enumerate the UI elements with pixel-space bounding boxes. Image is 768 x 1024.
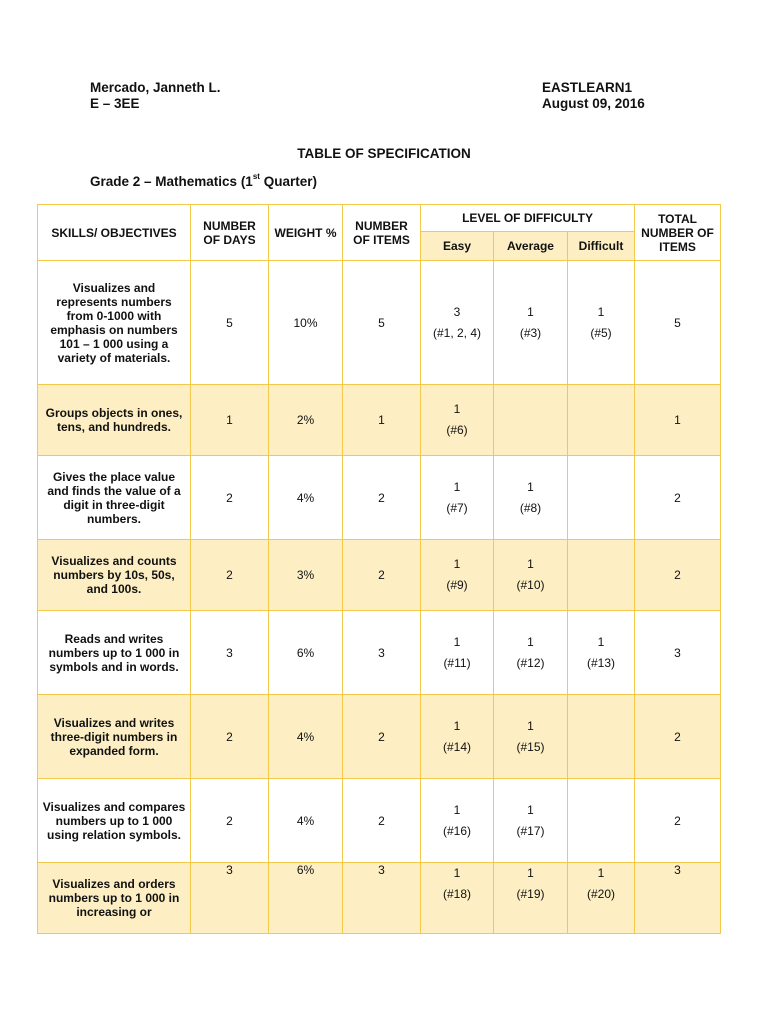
- specification-table: [37, 204, 721, 934]
- header-easy: Easy: [421, 232, 494, 261]
- student-info: [90, 80, 221, 112]
- total-cell: 5: [635, 261, 721, 385]
- document-title: TABLE OF SPECIFICATION: [297, 146, 471, 161]
- average-cell-item-numbers: (#17): [516, 823, 545, 838]
- total-cell: 2: [635, 540, 721, 611]
- items-cell: 2: [343, 779, 421, 863]
- total-cell: 3: [635, 863, 721, 934]
- weight-cell: 3%: [269, 540, 343, 611]
- easy-cell: [421, 456, 494, 540]
- skill-cell: Visualizes and counts numbers by 10s, 50s, and 100s.: [38, 540, 191, 611]
- average-cell: [494, 779, 568, 863]
- average-cell: [494, 540, 568, 611]
- total-cell: 2: [635, 695, 721, 779]
- items-cell: 2: [343, 695, 421, 779]
- easy-cell-count: 1: [453, 402, 461, 416]
- average-cell-item-numbers: (#8): [519, 500, 542, 515]
- difficult-cell-count: 1: [597, 866, 605, 880]
- course-info: [542, 80, 645, 112]
- course-code: EASTLEARN1: [542, 80, 633, 95]
- table-row: [38, 456, 721, 540]
- average-cell-item-numbers: (#12): [516, 655, 545, 670]
- table-row: [38, 695, 721, 779]
- items-cell: 2: [343, 456, 421, 540]
- subtitle-suffix: Quarter): [259, 174, 317, 189]
- easy-cell-item-numbers: (#9): [446, 578, 468, 592]
- items-cell: 1: [343, 385, 421, 456]
- easy-cell-count: 1: [453, 802, 461, 817]
- easy-cell-count: 1: [453, 866, 461, 880]
- average-cell: [494, 261, 568, 385]
- difficult-cell-item-numbers: (#13): [587, 655, 616, 670]
- student-section: E – 3EE: [90, 96, 140, 111]
- difficult-cell: [568, 779, 635, 863]
- header-level-of-difficulty: LEVEL OF DIFFICULTY: [421, 205, 635, 232]
- weight-cell: 6%: [269, 863, 343, 934]
- days-cell: 1: [191, 385, 269, 456]
- difficult-cell: [568, 261, 635, 385]
- difficult-cell: [568, 540, 635, 611]
- items-cell: 3: [343, 611, 421, 695]
- easy-cell-count: 1: [453, 479, 461, 494]
- average-cell-count: 1: [527, 479, 534, 494]
- average-cell-item-numbers: (#15): [516, 739, 545, 754]
- skill-cell: Visualizes and represents numbers from 0-1000 with emphasis on numbers 101 – 1 000 using a variety of materials.: [38, 261, 191, 385]
- easy-cell-count: 1: [453, 634, 461, 649]
- days-cell: 3: [191, 611, 269, 695]
- easy-cell-count: 3: [453, 304, 461, 319]
- easy-cell: [421, 695, 494, 779]
- easy-cell: [421, 611, 494, 695]
- average-cell-count: 1: [527, 866, 534, 880]
- skill-cell: Gives the place value and finds the value of a digit in three-digit numbers.: [38, 456, 191, 540]
- easy-cell-count: 1: [453, 557, 461, 571]
- easy-cell-item-numbers: (#7): [446, 500, 468, 515]
- weight-cell: 10%: [269, 261, 343, 385]
- items-cell: 3: [343, 863, 421, 934]
- header-weight: WEIGHT %: [269, 205, 343, 261]
- header-total: TOTAL NUMBER OF ITEMS: [635, 205, 721, 261]
- difficult-cell: [568, 695, 635, 779]
- easy-cell: [421, 863, 494, 934]
- table-row: [38, 863, 721, 934]
- average-cell-item-numbers: (#10): [516, 578, 545, 592]
- items-cell: 5: [343, 261, 421, 385]
- difficult-cell: [568, 863, 635, 934]
- difficult-cell-count: 1: [597, 634, 605, 649]
- easy-cell: [421, 385, 494, 456]
- weight-cell: 2%: [269, 385, 343, 456]
- days-cell: 3: [191, 863, 269, 934]
- easy-cell-item-numbers: (#18): [442, 887, 471, 901]
- skill-cell: Visualizes and writes three-digit numbers in expanded form.: [38, 695, 191, 779]
- document-date: August 09, 2016: [542, 96, 645, 111]
- average-cell: [494, 863, 568, 934]
- easy-cell: [421, 779, 494, 863]
- easy-cell: [421, 540, 494, 611]
- total-cell: 2: [635, 779, 721, 863]
- document-subtitle: [90, 174, 317, 189]
- average-cell-count: 1: [527, 802, 534, 817]
- average-cell: [494, 695, 568, 779]
- easy-cell-item-numbers: (#14): [442, 739, 471, 754]
- skill-cell: Reads and writes numbers up to 1 000 in symbols and in words.: [38, 611, 191, 695]
- table-row: [38, 261, 721, 385]
- table-row: [38, 779, 721, 863]
- days-cell: 2: [191, 540, 269, 611]
- easy-cell-item-numbers: (#1, 2, 4): [432, 325, 482, 340]
- header-average: Average: [494, 232, 568, 261]
- days-cell: 2: [191, 695, 269, 779]
- easy-cell-count: 1: [453, 718, 461, 733]
- average-cell-count: 1: [527, 557, 534, 571]
- difficult-cell-item-numbers: (#5): [590, 325, 612, 340]
- days-cell: 5: [191, 261, 269, 385]
- total-cell: 3: [635, 611, 721, 695]
- total-cell: 1: [635, 385, 721, 456]
- difficult-cell-count: 1: [597, 304, 605, 319]
- difficult-cell-item-numbers: (#20): [587, 887, 616, 901]
- difficult-cell: [568, 611, 635, 695]
- weight-cell: 4%: [269, 456, 343, 540]
- student-name: Mercado, Janneth L.: [90, 80, 221, 95]
- easy-cell: [421, 261, 494, 385]
- average-cell-count: 1: [527, 304, 534, 319]
- table-row: [38, 385, 721, 456]
- easy-cell-item-numbers: (#11): [443, 655, 471, 670]
- average-cell: [494, 385, 568, 456]
- average-cell-count: 1: [527, 718, 534, 733]
- skill-cell: Visualizes and orders numbers up to 1 000 in increasing or: [38, 863, 191, 934]
- weight-cell: 6%: [269, 611, 343, 695]
- days-cell: 2: [191, 779, 269, 863]
- difficult-cell: [568, 456, 635, 540]
- average-cell: [494, 456, 568, 540]
- table-body: [38, 261, 721, 934]
- average-cell-item-numbers: (#19): [516, 887, 545, 901]
- subtitle-prefix: Grade 2 – Mathematics (1: [90, 174, 253, 189]
- header-skills: SKILLS/ OBJECTIVES: [38, 205, 191, 261]
- items-cell: 2: [343, 540, 421, 611]
- days-cell: 2: [191, 456, 269, 540]
- header-difficult: Difficult: [568, 232, 635, 261]
- difficult-cell: [568, 385, 635, 456]
- header-days: NUMBER OF DAYS: [191, 205, 269, 261]
- total-cell: 2: [635, 456, 721, 540]
- average-cell: [494, 611, 568, 695]
- weight-cell: 4%: [269, 779, 343, 863]
- skill-cell: Visualizes and compares numbers up to 1 000 using relation symbols.: [38, 779, 191, 863]
- easy-cell-item-numbers: (#16): [442, 823, 471, 838]
- table-row: [38, 540, 721, 611]
- average-cell-count: 1: [527, 634, 534, 649]
- skill-cell: Groups objects in ones, tens, and hundreds.: [38, 385, 191, 456]
- average-cell-item-numbers: (#3): [519, 325, 542, 340]
- easy-cell-item-numbers: (#6): [446, 423, 468, 437]
- header-items: NUMBER OF ITEMS: [343, 205, 421, 261]
- subtitle-superscript: st: [252, 172, 260, 181]
- table-row: [38, 611, 721, 695]
- weight-cell: 4%: [269, 695, 343, 779]
